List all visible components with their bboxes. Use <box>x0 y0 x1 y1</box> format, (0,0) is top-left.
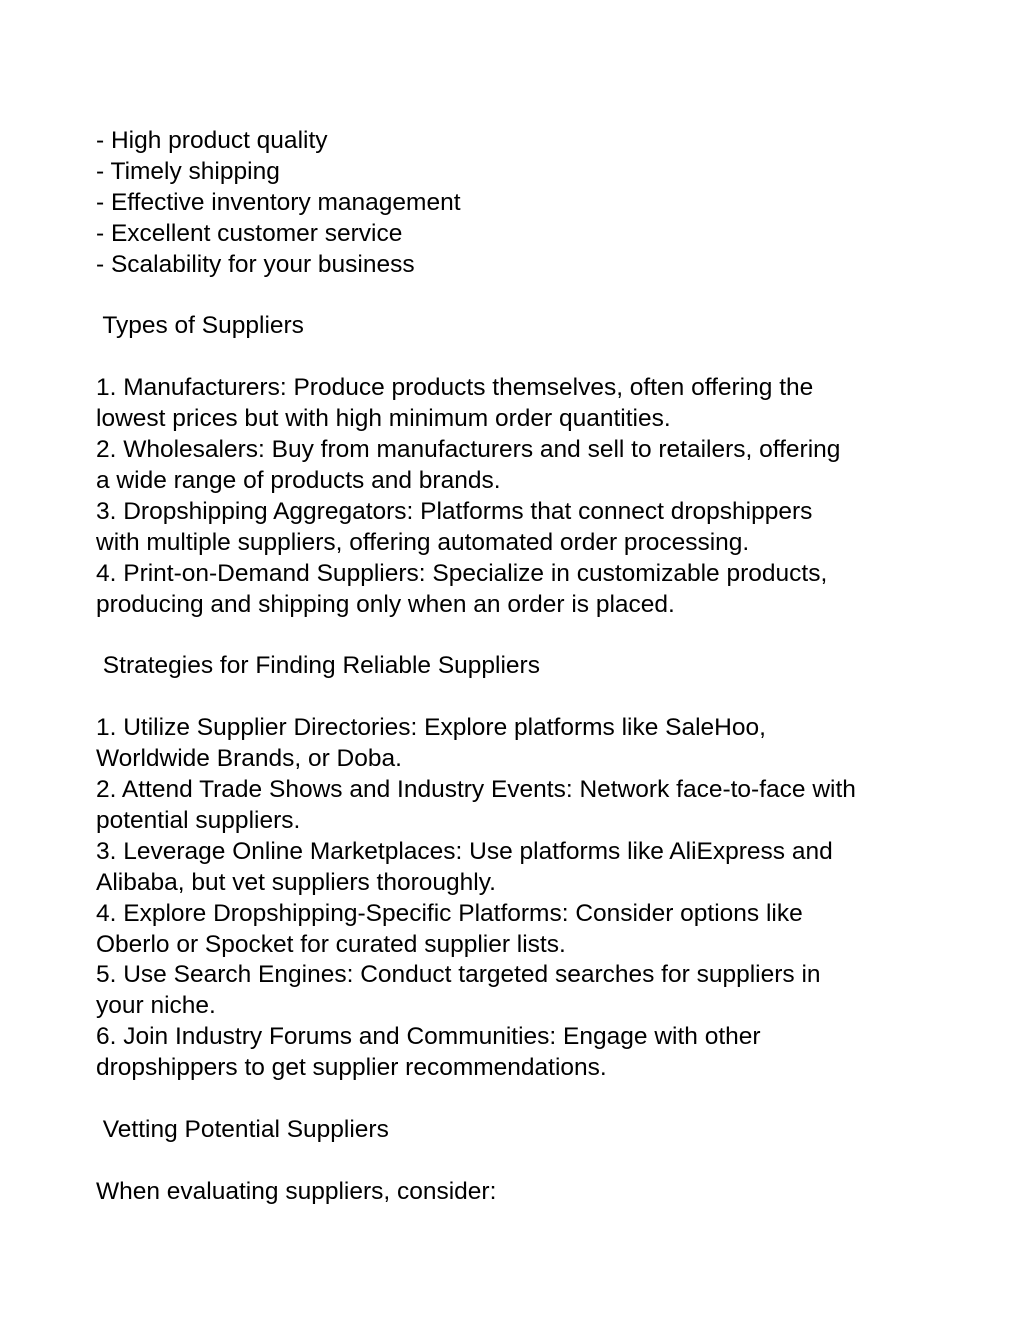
list-item-line: a wide range of products and brands. <box>96 466 501 494</box>
section-heading-vetting: Vetting Potential Suppliers <box>96 1115 389 1143</box>
types-list <box>96 373 936 620</box>
list-item-line: 4. Explore Dropshipping-Specific Platforms: Consider options like <box>96 899 803 927</box>
list-item-line: 6. Join Industry Forums and Communities: Engage with other <box>96 1023 761 1051</box>
list-item-line: 3. Dropshipping Aggregators: Platforms that connect dropshippers <box>96 497 813 525</box>
spacer <box>96 342 936 373</box>
list-item-line: producing and shipping only when an order is placed. <box>96 590 675 618</box>
spacer <box>96 1084 936 1115</box>
section-heading-strategies: Strategies for Finding Reliable Suppliers <box>96 652 540 680</box>
spacer <box>96 682 936 713</box>
list-item-line: 2. Attend Trade Shows and Industry Events: Network face-to-face with <box>96 775 856 803</box>
spacer <box>96 620 936 651</box>
section-heading-types: Types of Suppliers <box>96 312 304 340</box>
bullet-item: - Excellent customer service <box>96 219 403 247</box>
document-page <box>96 126 936 1208</box>
strategies-list <box>96 713 936 1084</box>
list-item-line: your niche. <box>96 992 216 1020</box>
list-item-line: 4. Print-on-Demand Suppliers: Specialize in customizable products, <box>96 559 828 587</box>
list-item-line: dropshippers to get supplier recommendations. <box>96 1054 607 1082</box>
list-item-line: Worldwide Brands, or Doba. <box>96 745 402 773</box>
list-item-line: Alibaba, but vet suppliers thoroughly. <box>96 868 496 896</box>
list-item-line: 1. Utilize Supplier Directories: Explore platforms like SaleHoo, <box>96 714 766 742</box>
list-item-line: potential suppliers. <box>96 806 301 834</box>
list-item-line: 2. Wholesalers: Buy from manufacturers and sell to retailers, offering <box>96 436 841 464</box>
spacer <box>96 1146 936 1177</box>
list-item-line: 1. Manufacturers: Produce products themselves, often offering the <box>96 374 814 402</box>
list-item-line: 5. Use Search Engines: Conduct targeted searches for suppliers in <box>96 961 821 989</box>
vetting-intro: When evaluating suppliers, consider: <box>96 1177 497 1205</box>
list-item-line: Oberlo or Spocket for curated supplier lists. <box>96 930 566 958</box>
bullet-item: - Effective inventory management <box>96 188 461 216</box>
spacer <box>96 281 936 312</box>
bullet-item: - Scalability for your business <box>96 250 415 278</box>
list-item-line: 3. Leverage Online Marketplaces: Use platforms like AliExpress and <box>96 837 833 865</box>
bullet-item: - Timely shipping <box>96 157 280 185</box>
bullet-list <box>96 126 936 281</box>
list-item-line: lowest prices but with high minimum order quantities. <box>96 405 671 433</box>
list-item-line: with multiple suppliers, offering automated order processing. <box>96 528 750 556</box>
bullet-item: - High product quality <box>96 127 328 154</box>
